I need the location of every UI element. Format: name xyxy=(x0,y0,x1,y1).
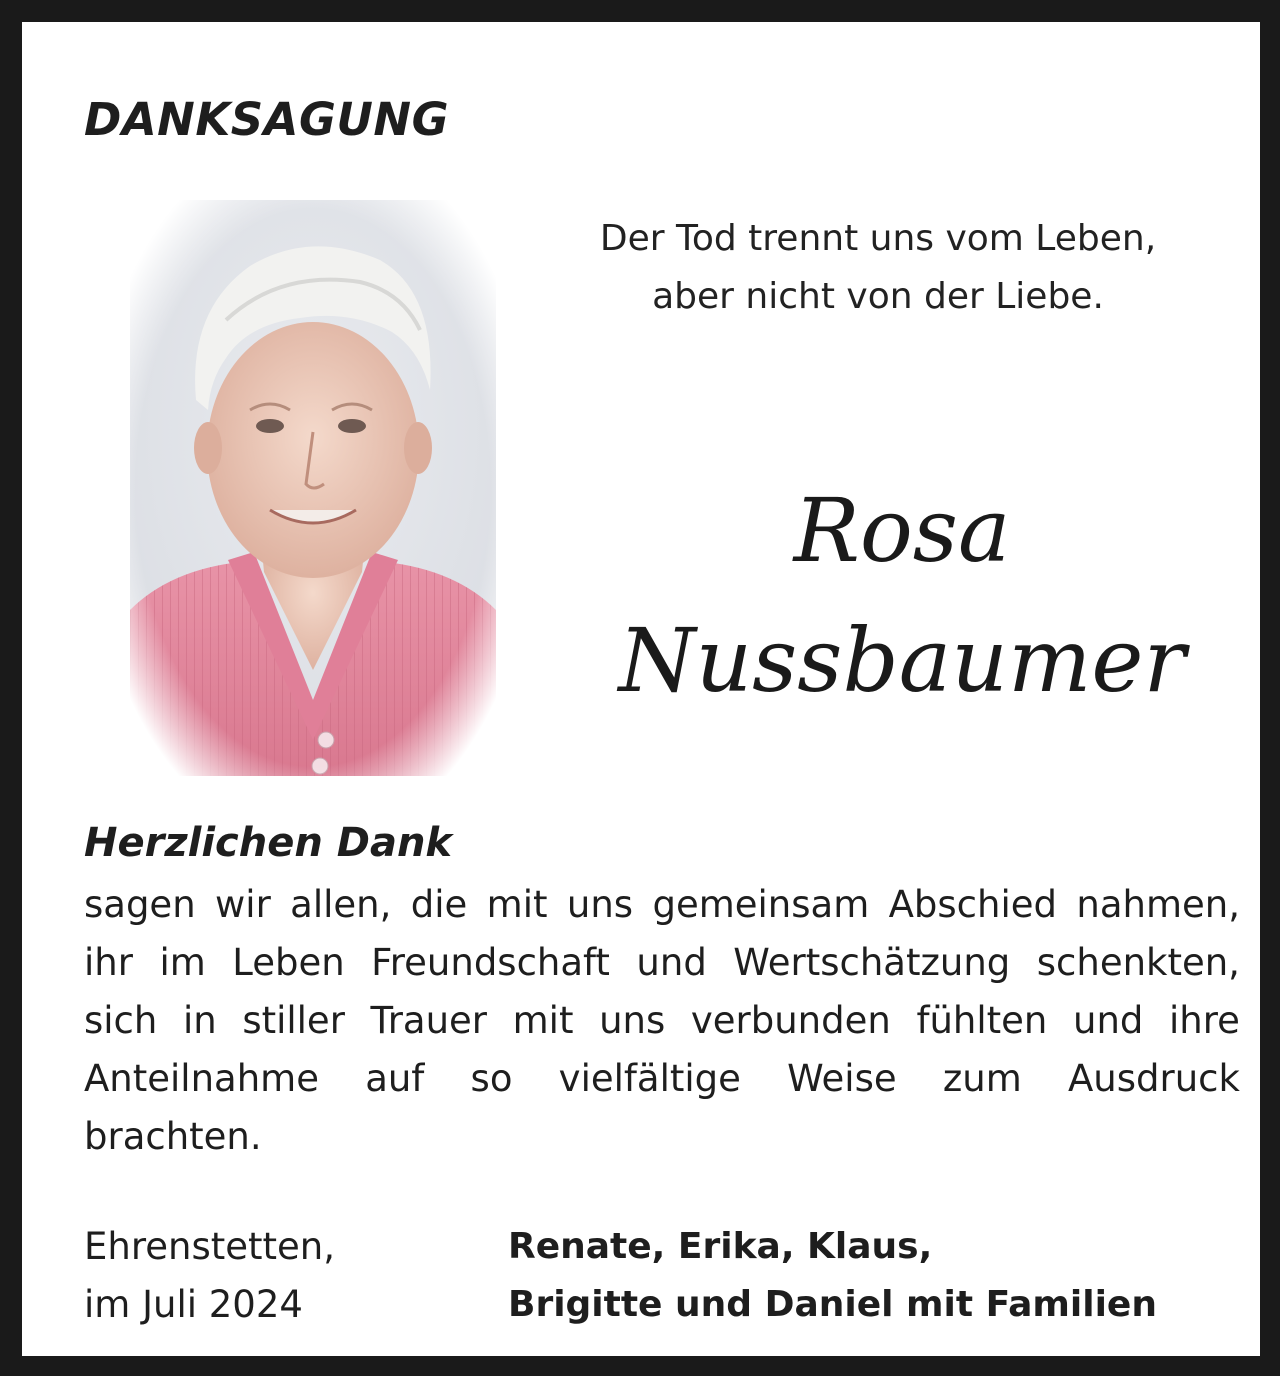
body-line xyxy=(84,1050,1240,1108)
body-word: Trauer xyxy=(370,999,488,1042)
body-word: und xyxy=(636,941,707,984)
body-word: uns xyxy=(599,999,666,1042)
first-name: Rosa xyxy=(793,479,1011,582)
body-word: Wertschätzung xyxy=(733,941,1011,984)
last-name: Nussbaumer xyxy=(618,609,1186,712)
body-word: Weise xyxy=(787,1057,897,1100)
body-word: in xyxy=(182,999,217,1042)
body-word: allen, xyxy=(290,883,392,926)
signers-line: Renate, Erika, Klaus, xyxy=(508,1226,933,1267)
body-line xyxy=(84,992,1240,1050)
quote-line: aber nicht von der Liebe. xyxy=(652,276,1104,317)
deceased-name xyxy=(522,466,1280,726)
body-word: so xyxy=(470,1057,513,1100)
place-and-date xyxy=(84,1218,335,1334)
body-word: gemeinsam xyxy=(652,883,870,926)
body-word: uns xyxy=(566,883,634,926)
body-word: ihr xyxy=(84,941,133,984)
signers xyxy=(508,1218,1157,1334)
body-word: zum xyxy=(942,1057,1022,1100)
body-word: Freundschaft xyxy=(371,941,610,984)
body-word: schenkten, xyxy=(1036,941,1240,984)
body-line xyxy=(84,876,1240,934)
notice-heading: DANKSAGUNG xyxy=(84,93,450,146)
place-line: Ehrenstetten, xyxy=(84,1225,335,1268)
body-word: im xyxy=(159,941,206,984)
body-line xyxy=(84,934,1240,992)
body-word: Abschied xyxy=(888,883,1058,926)
body-line: brachten. xyxy=(84,1115,262,1158)
thanks-body xyxy=(84,876,1240,1166)
date-line: im Juli 2024 xyxy=(84,1283,303,1326)
body-word: verbunden xyxy=(690,999,891,1042)
body-word: und xyxy=(1073,999,1144,1042)
body-word: die xyxy=(410,883,468,926)
body-word: mit xyxy=(512,999,574,1042)
body-word: vielfältige xyxy=(558,1057,741,1100)
body-word: auf xyxy=(365,1057,425,1100)
body-word: Ausdruck xyxy=(1067,1057,1240,1100)
body-word: sagen xyxy=(84,883,196,926)
quote-line: Der Tod trennt uns vom Leben, xyxy=(599,218,1157,259)
body-word: wir xyxy=(215,883,271,926)
body-word: mit xyxy=(486,883,548,926)
body-word: fühlten xyxy=(916,999,1048,1042)
body-word: stiller xyxy=(242,999,345,1042)
signers-line: Brigitte und Daniel mit Familien xyxy=(508,1284,1157,1325)
body-word: sich xyxy=(84,999,158,1042)
thanks-title: Herzlichen Dank xyxy=(84,820,453,866)
body-word: ihre xyxy=(1169,999,1240,1042)
body-word: Leben xyxy=(232,941,345,984)
portrait-photo xyxy=(130,200,496,776)
body-word: nahmen, xyxy=(1076,883,1240,926)
memorial-quote xyxy=(522,210,1234,326)
body-word: Anteilnahme xyxy=(84,1057,319,1100)
